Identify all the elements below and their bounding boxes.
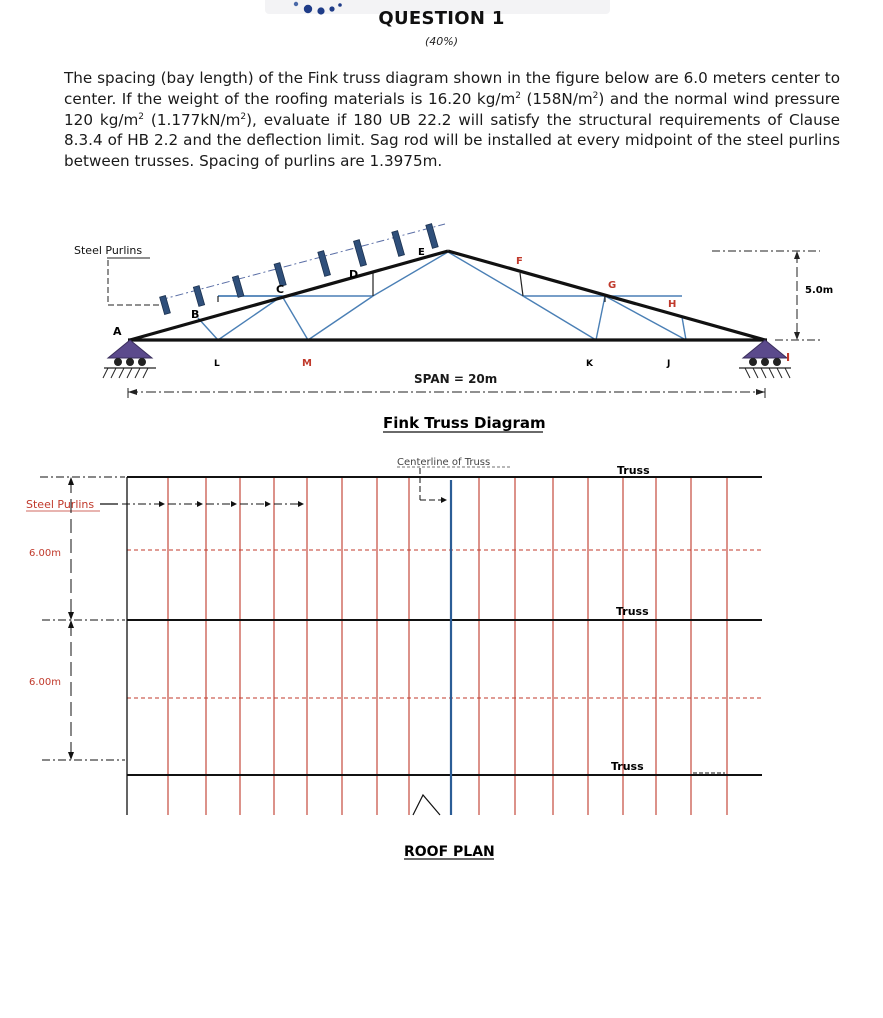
node-label-g: G	[608, 280, 617, 291]
plan-truss-label-1: Truss	[617, 464, 650, 477]
height-label: 5.0m	[805, 285, 834, 296]
plan-spacing-label-1: 6.00m	[29, 548, 62, 559]
plan-spacing-label-2: 6.00m	[29, 677, 62, 688]
plan-purlins-label: Steel Purlins	[26, 498, 95, 511]
height-arrow-up-icon	[794, 251, 800, 259]
break-symbol-icon	[413, 795, 440, 815]
roof-plan	[26, 457, 762, 860]
node-label-h: H	[668, 299, 677, 310]
node-label-i: I	[786, 351, 791, 364]
purlin-reference-line	[160, 224, 445, 300]
plan-truss-label-3: Truss	[611, 760, 644, 773]
top-chord-right	[448, 251, 765, 340]
node-label-e: E	[418, 247, 425, 258]
span-arrow-right-icon	[756, 389, 765, 395]
plan-truss-lines	[127, 477, 762, 775]
node-label-b: B	[191, 308, 200, 321]
plan-sag-rod-lines	[127, 550, 762, 698]
height-arrow-down-icon	[794, 332, 800, 340]
purlins-label: Steel Purlins	[74, 244, 143, 257]
question-title: QUESTION 1	[378, 8, 505, 29]
question-paragraph: The spacing (bay length) of the Fink truss diagram shown in the figure below are 6.0 meters center to center. If the weight of the roofing materials is 16.20 $kg/m^2$ $(158N/m^2)$ and the normal wind pressure 120 $kg/m^2$ $(1.177kN/m^2)$, evaluate if 180 UB 22.2 will satisfy the structural requirements of Clause 8.3.4 of HB 2.2 and the deflection limit. Sag rod will be installed at every midpoint of the steel purlins between trusses. Spacing of purlins are 1.3975m.	[64, 69, 840, 171]
span-label: SPAN = 20m	[414, 372, 498, 386]
plan-truss-label-2: Truss	[616, 605, 649, 618]
node-label-a: A	[113, 325, 122, 338]
node-label-k: K	[586, 359, 593, 369]
truss-caption: Fink Truss Diagram	[383, 414, 546, 432]
plan-caption: ROOF PLAN	[404, 844, 495, 860]
node-label-l: L	[214, 359, 220, 369]
node-label-f: F	[516, 256, 523, 267]
span-arrow-left-icon	[128, 389, 137, 395]
node-label-j: J	[667, 359, 671, 369]
fink-truss	[74, 224, 833, 432]
question-marks: (40%)	[424, 35, 459, 48]
node-label-m: M	[302, 358, 312, 369]
support-left	[103, 340, 156, 378]
node-label-d: D	[349, 268, 359, 281]
support-right	[739, 340, 791, 378]
node-label-c: C	[276, 283, 285, 296]
centerline-label: Centerline of Truss	[397, 457, 491, 468]
steel-purlins	[160, 224, 439, 315]
